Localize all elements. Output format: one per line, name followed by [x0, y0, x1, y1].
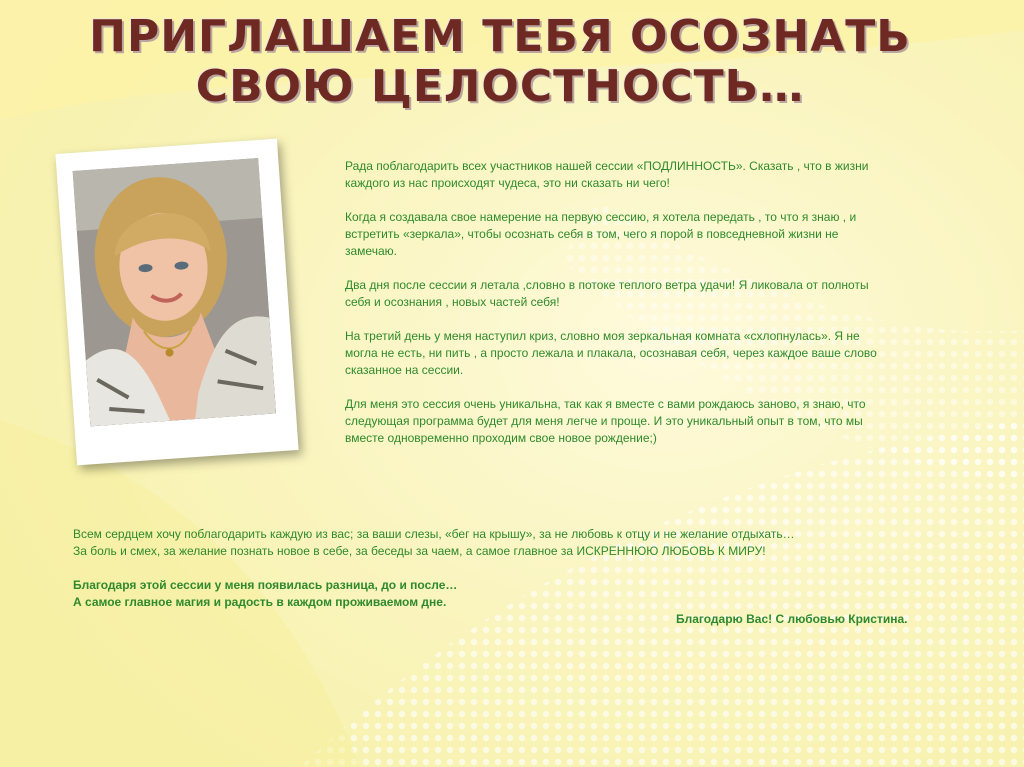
- closing-line: Благодаря этой сессии у меня появилась разница, до и после…: [73, 578, 458, 592]
- closing-line: А самое главное магия и радость в каждом проживаемом дне.: [73, 595, 447, 609]
- closing-text: [73, 577, 973, 611]
- title-line-2: СВОЮ ЦЕЛОСТНОСТЬ…: [195, 61, 805, 112]
- paragraph-3: [345, 277, 935, 311]
- paragraph-1: [345, 158, 935, 192]
- paragraph-line: Два дня после сессии я летала ,словно в потоке теплого ветра удачи! Я ликовала от полноты: [345, 278, 869, 292]
- paragraph-line: могла не есть, ни пить , а просто лежала и плакала, осознавая себя, через каждое ваше слово: [345, 346, 877, 360]
- paragraph-line: встретить «зеркала», чтобы осознать себя в том, чего я порой в повседневной жизни не: [345, 227, 839, 241]
- paragraph-line: вместе одновременно проходим свое новое рождение;): [345, 431, 657, 445]
- title-line-1: ПРИГЛАШАЕМ ТЕБЯ ОСОЗНАТЬ: [89, 11, 911, 62]
- paragraph-line: Когда я создавала свое намерение на первую сессию, я хотела передать , то что я знаю , и: [345, 210, 857, 224]
- gratitude-line: За боль и смех, за желание познать новое в себе, за беседы за чаем, а самое главное за ИСКРЕННЮЮ ЛЮБОВЬ К МИРУ!: [73, 544, 766, 558]
- paragraph-4: [345, 328, 935, 379]
- paragraph-line: Рада поблагодарить всех участников нашей сессии «ПОДЛИННОСТЬ». Сказать , что в жизни: [345, 159, 869, 173]
- page-title: [0, 12, 1000, 112]
- signature: Благодарю Вас! С любовью Кристина.: [676, 612, 908, 626]
- paragraph-5: [345, 396, 935, 447]
- paragraph-line: Для меня это сессия очень уникальна, так как я вместе с вами рождаюсь заново, я знаю, что: [345, 397, 866, 411]
- paragraph-line: себя и осознания , новых частей себя!: [345, 295, 560, 309]
- gratitude-text: [73, 526, 973, 560]
- paragraph-line: следующая программа будет для меня легче и проще. И это уникальный опыт в том, что мы: [345, 414, 863, 428]
- gratitude-line: Всем сердцем хочу поблагодарить каждую из вас; за ваши слезы, «бег на крышу», за не любовь к отцу и не желание отдыхать…: [73, 527, 795, 541]
- photo-frame: [55, 139, 298, 466]
- paragraph-line: сказанное на сессии.: [345, 363, 464, 377]
- portrait-photo: [73, 158, 276, 426]
- paragraph-line: замечаю.: [345, 244, 397, 258]
- paragraph-line: каждого из нас происходят чудеса, это ни сказать ни чего!: [345, 176, 670, 190]
- paragraph-line: На третий день у меня наступил криз, словно моя зеркальная комната «схлопнулась». Я не: [345, 329, 860, 343]
- paragraph-2: [345, 209, 935, 260]
